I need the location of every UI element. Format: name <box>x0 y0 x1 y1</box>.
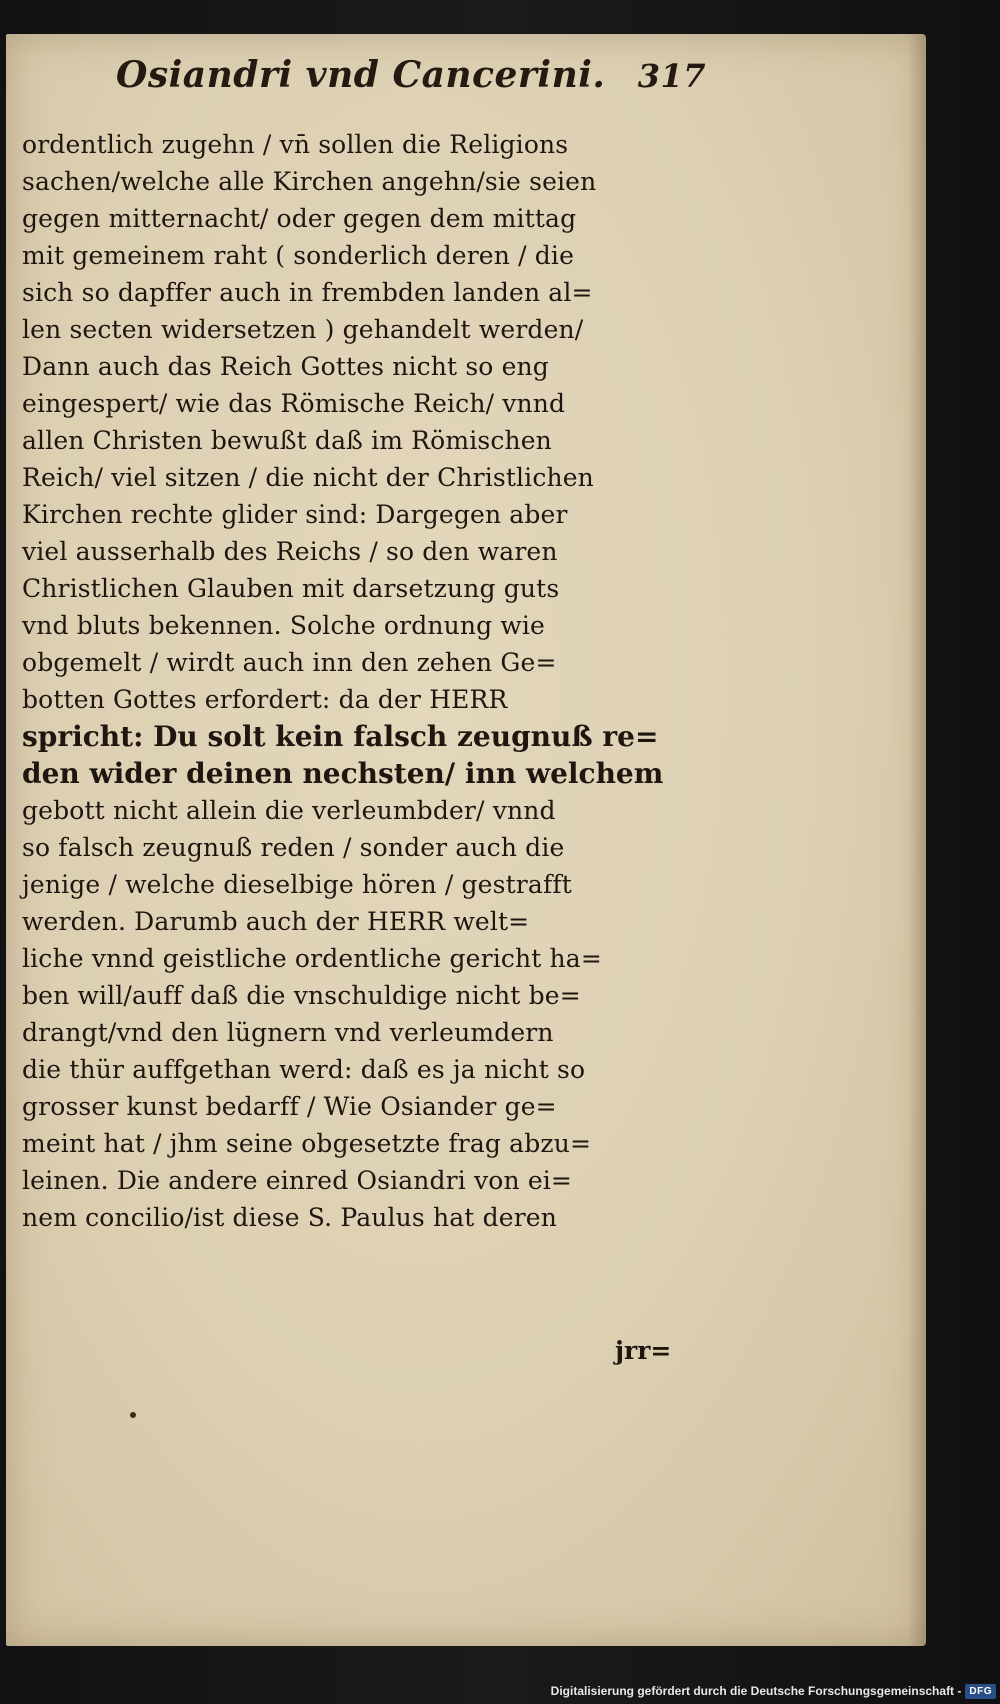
text-line: allen Christen bewußt daß im Römischen <box>22 426 552 455</box>
text-line: viel ausserhalb des Reichs / so den waren <box>22 537 558 566</box>
text-line: mit gemeinem raht ( sonderlich deren / die <box>22 241 575 270</box>
text-line: meint hat / jhm seine obgesetzte frag abzu= <box>22 1129 592 1158</box>
text-line: spricht: Du solt kein falsch zeugnuß re= <box>22 720 659 753</box>
text-line: botten Gottes erfordert: da der HERR <box>22 685 508 714</box>
page-number: 317 <box>637 57 706 95</box>
text-line: werden. Darumb auch der HERR welt= <box>22 907 530 936</box>
text-line: Christlichen Glauben mit darsetzung guts <box>22 574 560 603</box>
text-line: obgemelt / wirdt auch inn den zehen Ge= <box>22 648 557 677</box>
page-edge-shadow <box>908 34 926 1646</box>
text-line: leinen. Die andere einred Osiandri von ei= <box>22 1166 573 1195</box>
text-line: liche vnnd geistliche ordentliche gericht ha= <box>22 944 602 973</box>
text-line: so falsch zeugnuß reden / sonder auch die <box>22 833 565 862</box>
text-line: ordentlich zugehn / vn̄ sollen die Religions <box>22 130 569 159</box>
text-line: eingespert/ wie das Römische Reich/ vnnd <box>22 389 566 418</box>
text-line: ben will/auff daß die vnschuldige nicht be= <box>22 981 581 1010</box>
text-line: Reich/ viel sitzen / die nicht der Christlichen <box>22 463 594 492</box>
funding-credit: Digitalisierung gefördert durch die Deutsche Forschungsgemeinschaft - <box>550 1684 962 1698</box>
ink-speck <box>130 1412 136 1418</box>
text-line: vnd bluts bekennen. Solche ordnung wie <box>22 611 545 640</box>
running-head <box>116 54 706 96</box>
catchword: jrr= <box>615 1336 672 1365</box>
text-line: gegen mitternacht/ oder gegen dem mittag <box>22 204 577 233</box>
text-line: Kirchen rechte glider sind: Dargegen aber <box>22 500 568 529</box>
dfg-logo: DFG <box>965 1684 996 1699</box>
text-line: sich so dapffer auch in frembden landen al= <box>22 278 593 307</box>
text-line: den wider deinen nechsten/ inn welchem <box>22 757 664 790</box>
text-line: drangt/vnd den lügnern vnd verleumdern <box>22 1018 554 1047</box>
text-line: Dann auch das Reich Gottes nicht so eng <box>22 352 549 381</box>
text-line: jenige / welche dieselbige hören / gestrafft <box>22 870 572 899</box>
digitization-footer <box>0 1678 1000 1704</box>
text-line: gebott nicht allein die verleumbder/ vnnd <box>22 796 556 825</box>
running-title: Osiandri vnd Cancerini. <box>116 54 606 96</box>
text-line: len secten widersetzen ) gehandelt werden/ <box>22 315 584 344</box>
text-line: sachen/welche alle Kirchen angehn/sie seien <box>22 167 597 196</box>
text-line: die thür auffgethan werd: daß es ja nicht so <box>22 1055 586 1084</box>
text-line: nem concilio/ist diese S. Paulus hat deren <box>22 1203 557 1232</box>
body-text <box>22 126 694 1236</box>
text-line: grosser kunst bedarff / Wie Osiander ge= <box>22 1092 557 1121</box>
